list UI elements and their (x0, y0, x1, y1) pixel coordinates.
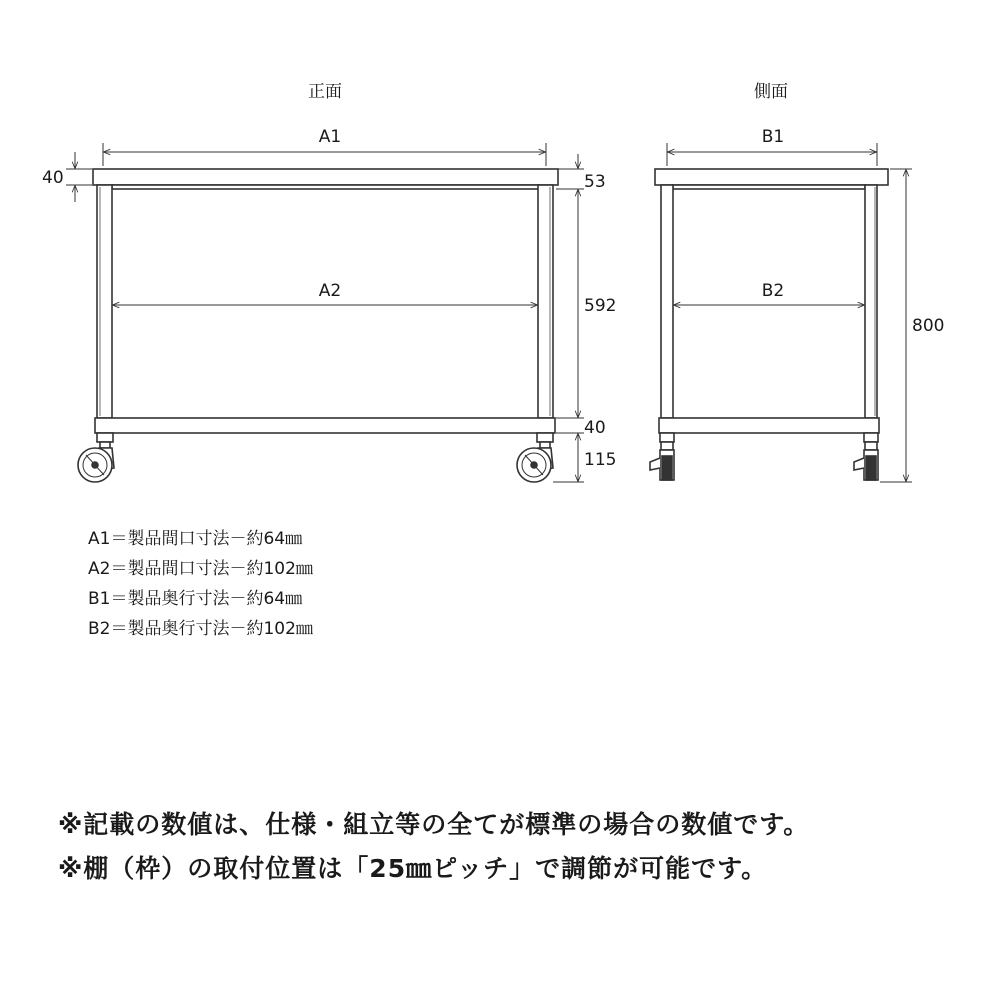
dim-a2-label: A2 (318, 281, 342, 301)
front-view-title: 正面 (308, 82, 342, 102)
side-shelf (659, 418, 879, 433)
front-right-caster (517, 448, 553, 482)
front-top-plate (93, 169, 558, 185)
side-left-leg (661, 185, 673, 418)
dim-caster-height-label: 115 (584, 450, 617, 470)
note-line: ※記載の数値は、仕様・組立等の全てが標準の場合の数値です。 (58, 810, 810, 839)
dim-shelf-thickness-label: 40 (584, 418, 606, 438)
dim-top-gap-label: 53 (584, 172, 606, 192)
side-left-caster (650, 442, 674, 480)
dim-b2-label: B2 (761, 281, 785, 301)
dim-top-thickness-label: 40 (42, 168, 64, 188)
side-top-frame (673, 185, 865, 189)
front-right-leg (538, 185, 553, 418)
legend-item: A1＝製品間口寸法－約64㎜ (88, 529, 303, 549)
front-left-caster (78, 448, 114, 482)
dimension-legend (88, 524, 313, 644)
side-view (650, 169, 888, 480)
front-shelf (95, 418, 555, 433)
front-top-frame (112, 185, 540, 189)
dim-shelf-span-label: 592 (584, 296, 617, 316)
side-right-caster (854, 442, 878, 480)
front-left-leg (97, 185, 112, 418)
side-top-plate (655, 169, 888, 185)
legend-item: A2＝製品間口寸法－約102㎜ (88, 559, 313, 579)
legend-item: B2＝製品奥行寸法－約102㎜ (88, 619, 313, 639)
legend-item: B1＝製品奥行寸法－約64㎜ (88, 589, 303, 609)
dim-b1-label: B1 (761, 127, 785, 147)
dim-total-height-label: 800 (912, 316, 945, 336)
notes-block (58, 803, 809, 891)
note-line: ※棚（枠）の取付位置は「25㎜ピッチ」で調節が可能です。 (58, 854, 768, 883)
side-view-title: 側面 (754, 82, 788, 102)
front-view (78, 169, 558, 482)
dim-a1-label: A1 (318, 127, 342, 147)
